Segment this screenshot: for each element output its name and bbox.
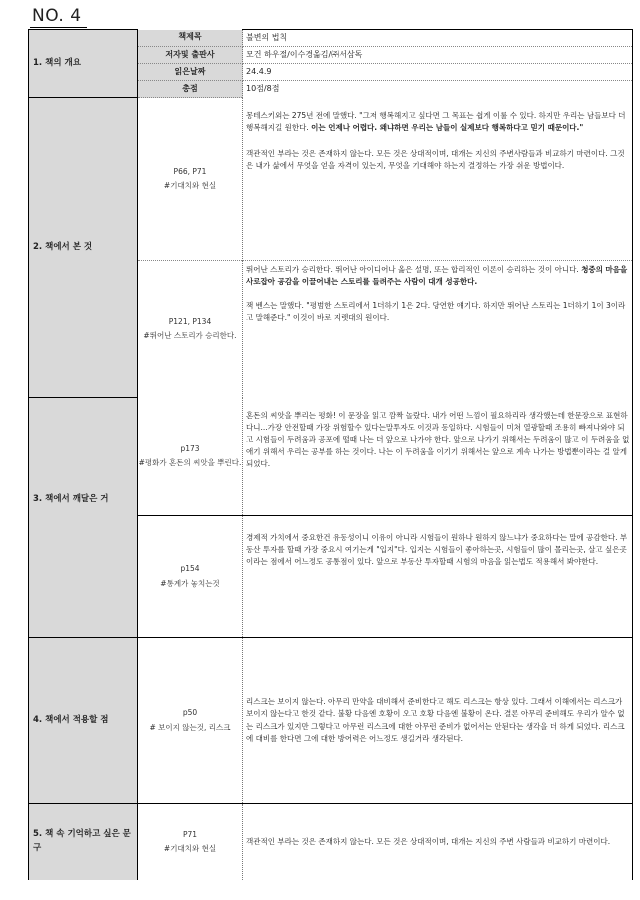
text-run: 잭 벤스는 말했다. "평범한 스토리에서 1더하기 1은 2다. 당연한 얘기다. 하지만 뛰어난 스토리는 1더하기 1이 3이라고 말해준다." 이것이 바로 지렛대의 원이다. <box>246 301 626 323</box>
label-book-title: 책제목 <box>138 30 243 47</box>
text-run: 객관적인 부라는 것은 존재하지 않는다. 모든 것은 상대적이며, 대개는 지신의 주변 사람들과 비교하기 마련이다. <box>246 836 611 846</box>
paragraph <box>246 110 630 134</box>
note-text <box>243 638 633 804</box>
text-run: 뛰어난 스토리가 승리한다. 뛰어난 아이디어나 옳은 설명, 또는 합리적인 이론이 승리하는 것이 아니다. <box>246 265 582 274</box>
reference-cell <box>138 261 243 398</box>
paragraph <box>246 532 630 568</box>
note-text <box>243 261 633 398</box>
section-label-seen: 2. 책에서 본 것 <box>29 98 138 398</box>
reference-cell <box>138 398 243 516</box>
text-run: 몽테스키외는 275년 전에 말했다. "그저 행복해지고 싶다면 그 목표는 쉽게 이룰 수 있다. 하지만 우리는 남들보다 더 행복해지길 원한다. <box>246 110 626 132</box>
section-label-quote: 5. 책 속 기억하고 싶은 문구 <box>29 804 138 880</box>
reference-cell <box>138 98 243 261</box>
note-text <box>243 398 633 516</box>
hashtag: #기대치와 현실 <box>163 843 217 853</box>
reference-cell <box>138 516 243 638</box>
paragraph <box>246 264 630 288</box>
label-read-date: 읽은날짜 <box>138 64 243 81</box>
text-run: 혼돈의 씨앗을 뿌리는 평화! 이 문장을 읽고 깜짝 놀랐다. 내가 어떤 느낌이 필요하리라 생각했는데 한문장으로 표현하다니...가장 안전할때 가장 위험할수 있다는말투자도 이것과 동일하다. 시험들이 미쳐 열광할때 조용히 빠져나와야 되고 시험들이 두려움과 공포에 떨때 나는 더 앞으로 나가야 한다. 앞으로 나가기 위해서는 두려움이 많고 이 두려움을 없애기 위해서 우리는 공부를 하는 것이다. 나는 이 두려움을 이기기 위해서는 앞으로 계속 나가는 방법뿐이라는 걸 알게 되었다. <box>246 410 630 469</box>
bold-text-run: 이는 언제나 어렵다. 왜냐하면 우리는 남들이 실제보다 행복하다고 믿기 때문이다." <box>311 122 584 132</box>
page-ref: P66, P71 <box>173 166 207 176</box>
label-author-publisher: 저자및 출판사 <box>138 47 243 64</box>
value-read-date: 24.4.9 <box>243 64 633 81</box>
document-number: NO. 4 <box>32 6 82 26</box>
page-ref: P71 <box>182 829 198 839</box>
text-run: 객관적인 부라는 것은 존재하지 않는다. 모든 것은 상대적이며, 대개는 지신의 주변사람들과 비교하기 마련이다. 그것은 내가 삶에서 무엇을 얻을 자격이 있는지, 무엇을 기대해야 하는지 결정하는 가장 쉬운 방법이다. <box>246 148 625 170</box>
text-run: 경제적 가치에서 중요한건 유동성이니 이유이 아니라 시험들이 원하나 원하지 않느냐가 중요하다는 말에 공감한다. 부동산 투자를 할때 가장 중요시 여기는게 "입지"다. 입지는 시험들이 좋아하는곳, 시험들이 많이 몰리는곳, 살고 싶은곳이라는 점에서 어느정도 공통점이 있다. 앞으로 부동산 투자할때 시험의 마음을 읽는법도 적용해서 봐야한다. <box>246 533 628 567</box>
paragraph <box>246 148 630 172</box>
bold-text-run: 청중의 마음을 사로잡아 공감을 이끌어내는 스토리를 들려주는 사람이 대개 성공한다. <box>246 265 628 287</box>
hashtag: #기대치와 현실 <box>163 181 217 190</box>
label-total-score: 총점 <box>138 81 243 98</box>
value-author-publisher: 모건 하우절/이수경옮김/㈜서삼독 <box>243 47 633 64</box>
paragraph <box>246 836 630 848</box>
note-text <box>243 804 633 880</box>
section-label-overview: 1. 책의 개요 <box>29 30 138 98</box>
note-text <box>243 98 633 261</box>
hashtag: #뛰어난 스토리가 승리한다. <box>143 331 237 341</box>
section-label-apply: 4. 책에서 적용할 점 <box>29 638 138 804</box>
book-report-table <box>28 29 633 880</box>
paragraph <box>246 300 630 324</box>
page-ref: p173 <box>180 444 200 453</box>
page-ref: p50 <box>182 708 198 718</box>
hashtag: #평화가 혼돈의 씨앗을 뿌린다. <box>138 458 242 468</box>
reference-cell <box>138 638 243 804</box>
hashtag: #통계가 놓치는것 <box>160 578 220 588</box>
value-book-title: 불변의 법칙 <box>243 30 633 47</box>
page-ref: P121, P134 <box>168 317 212 326</box>
value-total-score: 10점/8점 <box>243 81 633 98</box>
note-text <box>243 516 633 638</box>
title-underline <box>30 27 87 28</box>
section-label-realized: 3. 책에서 깨달은 거 <box>29 398 138 638</box>
paragraph <box>246 696 630 745</box>
hashtag: # 보이지 않는것, 리스크 <box>149 722 231 732</box>
page-ref: p154 <box>180 564 200 574</box>
reference-cell <box>138 804 243 880</box>
paragraph <box>246 410 630 471</box>
text-run: 리스크는 보이지 않는다. 아무리 만약을 대비해서 준비한다고 해도 리스크는 항상 있다. 그래서 이해에서는 리스크가 보이지 않는다고 한것 같다. 불황 다음엔 호황이 오고 호황 다음엔 불황이 온다. 결론 아무리 준비해도 우리가 알수 없는 리스크가 있지만 그렇다고 아무런 리스크에 대한 아무런 준비가 없어서는 안된다는 생각을 더 하게 되었다. 리스크에 대비를 한다면 그에 대한 방어력은 어느정도 생길거라 생각된다. <box>246 697 625 743</box>
